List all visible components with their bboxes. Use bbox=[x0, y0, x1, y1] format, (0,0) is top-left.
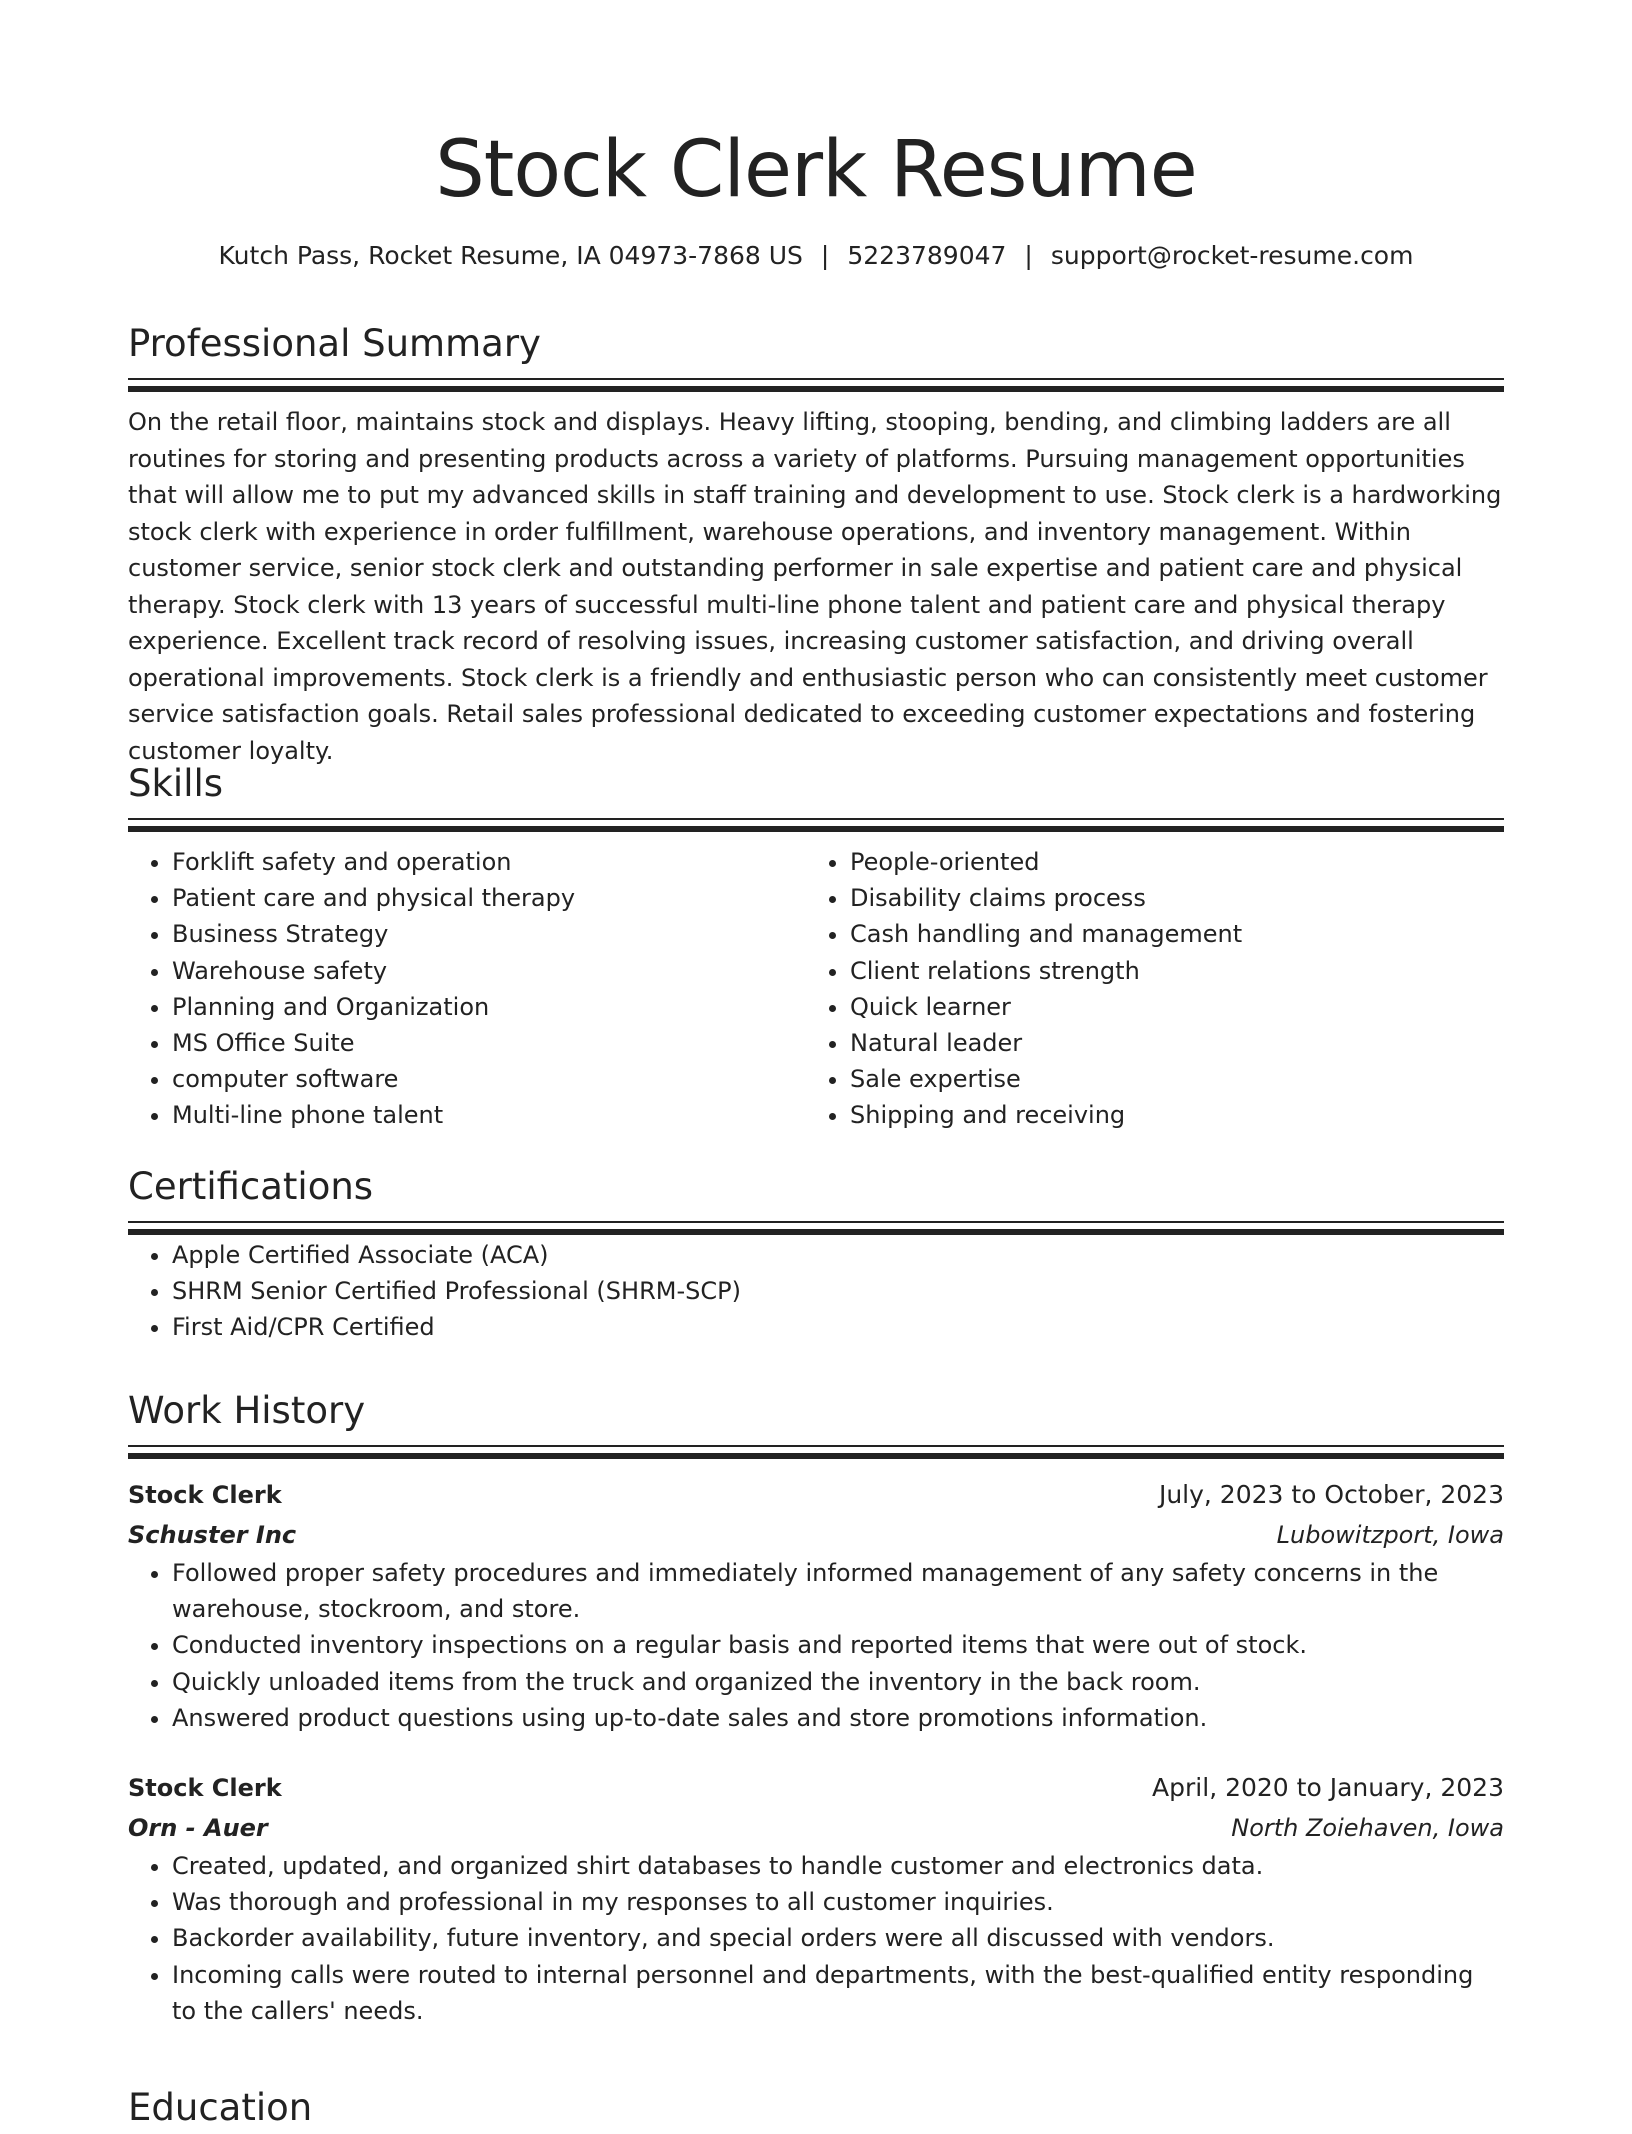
education-section bbox=[128, 2082, 1504, 2134]
skill-item: • Multi-line phone talent bbox=[172, 1097, 806, 1133]
section-heading-work-history: Work History bbox=[128, 1389, 366, 1432]
job-employer-row bbox=[128, 1515, 1504, 1555]
skill-item: • People-oriented bbox=[850, 844, 1484, 880]
contact-phone: 5223789047 bbox=[847, 241, 1007, 270]
contact-address: Kutch Pass, Rocket Resume, IA 04973-7868 US bbox=[218, 241, 803, 270]
contact-line bbox=[128, 238, 1504, 274]
job-duty: • Conducted inventory inspections on a regular basis and reported items that were out of stock. bbox=[172, 1627, 1504, 1663]
skill-item: • Patient care and physical therapy bbox=[172, 880, 806, 916]
skills-column-left bbox=[128, 844, 806, 1134]
contact-email: support@rocket-resume.com bbox=[1050, 241, 1414, 270]
section-heading-summary: Professional Summary bbox=[128, 322, 541, 365]
job-dates: April, 2020 to January, 2023 bbox=[1152, 1773, 1504, 1803]
summary-section bbox=[128, 318, 1504, 769]
section-heading-skills: Skills bbox=[128, 762, 224, 805]
job-duty: • Followed proper safety procedures and immediately informed management of any safety concerns in the warehouse, stockroom, and store. bbox=[172, 1555, 1504, 1627]
job-title: Stock Clerk bbox=[128, 1774, 282, 1803]
contact-separator: | bbox=[820, 241, 830, 270]
job-duty: • Answered product questions using up-to-date sales and store promotions information. bbox=[172, 1700, 1504, 1736]
skill-item: • Forklift safety and operation bbox=[172, 844, 806, 880]
job-duty: • Created, updated, and organized shirt databases to handle customer and electronics data. bbox=[172, 1848, 1504, 1884]
summary-text: On the retail floor, maintains stock and displays. Heavy lifting, stooping, bending, and climbing ladders are all routines for storing and presenting products across a variety of platforms. Pursuing management opportunities that will allow me to put my advanced skills in staff training and development to use. Stock clerk is a hardworking stock clerk with experience in order fulfillment, warehouse operations, and inventory management. Within customer service, senior stock clerk and outstanding performer in sale expertise and patient care and physical therapy. Stock clerk with 13 years of successful multi-line phone talent and patient care and physical therapy experience. Excellent track record of resolving issues, increasing customer satisfaction, and driving overall operational improvements. Stock clerk is a friendly and enthusiastic person who can consistently meet customer service satisfaction goals. Retail sales professional dedicated to exceeding customer expectations and fostering customer loyalty. bbox=[128, 408, 1502, 765]
section-rule bbox=[128, 1445, 1504, 1461]
job-header-row bbox=[128, 1475, 1504, 1515]
job-dates: July, 2023 to October, 2023 bbox=[1158, 1480, 1504, 1509]
section-rule bbox=[128, 378, 1504, 394]
certification-item: • First Aid/CPR Certified bbox=[172, 1309, 1504, 1345]
job-header-row bbox=[128, 1768, 1504, 1808]
skills-list-right bbox=[806, 844, 1484, 1134]
skills-section bbox=[128, 758, 1504, 1134]
section-rule bbox=[128, 1221, 1504, 1237]
skills-column-right bbox=[806, 844, 1484, 1134]
job-employer-row bbox=[128, 1808, 1504, 1848]
certification-item: • SHRM Senior Certified Professional (SHRM-SCP) bbox=[172, 1273, 1504, 1309]
skill-item: • Shipping and receiving bbox=[850, 1097, 1484, 1133]
job-entry bbox=[128, 1768, 1504, 2029]
job-title: Stock Clerk bbox=[128, 1481, 282, 1509]
skill-item: • Warehouse safety bbox=[172, 953, 806, 989]
skill-item: • Planning and Organization bbox=[172, 989, 806, 1025]
job-company: Orn - Auer bbox=[128, 1814, 268, 1843]
contact-separator: | bbox=[1024, 241, 1033, 270]
job-duty: • Backorder availability, future inventory, and special orders were all discussed with vendors. bbox=[172, 1920, 1504, 1956]
section-heading-education: Education bbox=[128, 2086, 313, 2129]
job-duty: • Incoming calls were routed to internal personnel and departments, with the best-qualified entity responding to the callers' needs. bbox=[172, 1957, 1504, 2029]
job-location: Lubowitzport, Iowa bbox=[1276, 1521, 1504, 1549]
skill-item: • MS Office Suite bbox=[172, 1025, 806, 1061]
skill-item: • Client relations strength bbox=[850, 953, 1484, 989]
job-duties-list bbox=[128, 1555, 1504, 1736]
certifications-section bbox=[128, 1161, 1504, 1346]
skills-grid bbox=[128, 844, 1504, 1134]
skills-list-left bbox=[128, 844, 806, 1134]
job-duty: • Was thorough and professional in my responses to all customer inquiries. bbox=[172, 1884, 1504, 1920]
job-duties-list bbox=[128, 1848, 1504, 2029]
skill-item: • Natural leader bbox=[850, 1025, 1484, 1061]
job-duty: • Quickly unloaded items from the truck and organized the inventory in the back room. bbox=[172, 1664, 1504, 1700]
job-company: Schuster Inc bbox=[128, 1521, 297, 1549]
skill-item: • Disability claims process bbox=[850, 880, 1484, 916]
job-entry bbox=[128, 1475, 1504, 1736]
page-title: Stock Clerk Resume bbox=[435, 125, 1197, 215]
certification-item: • Apple Certified Associate (ACA) bbox=[172, 1237, 1504, 1273]
work-history-section bbox=[128, 1385, 1504, 2029]
job-location: North Zoiehaven, Iowa bbox=[1231, 1814, 1504, 1843]
skill-item: • Cash handling and management bbox=[850, 916, 1484, 952]
skill-item: • Quick learner bbox=[850, 989, 1484, 1025]
skill-item: • Business Strategy bbox=[172, 916, 806, 952]
section-rule bbox=[128, 818, 1504, 834]
skill-item: • computer software bbox=[172, 1061, 806, 1097]
certifications-list bbox=[128, 1237, 1504, 1346]
skill-item: • Sale expertise bbox=[850, 1061, 1484, 1097]
section-heading-certifications: Certifications bbox=[128, 1165, 374, 1208]
